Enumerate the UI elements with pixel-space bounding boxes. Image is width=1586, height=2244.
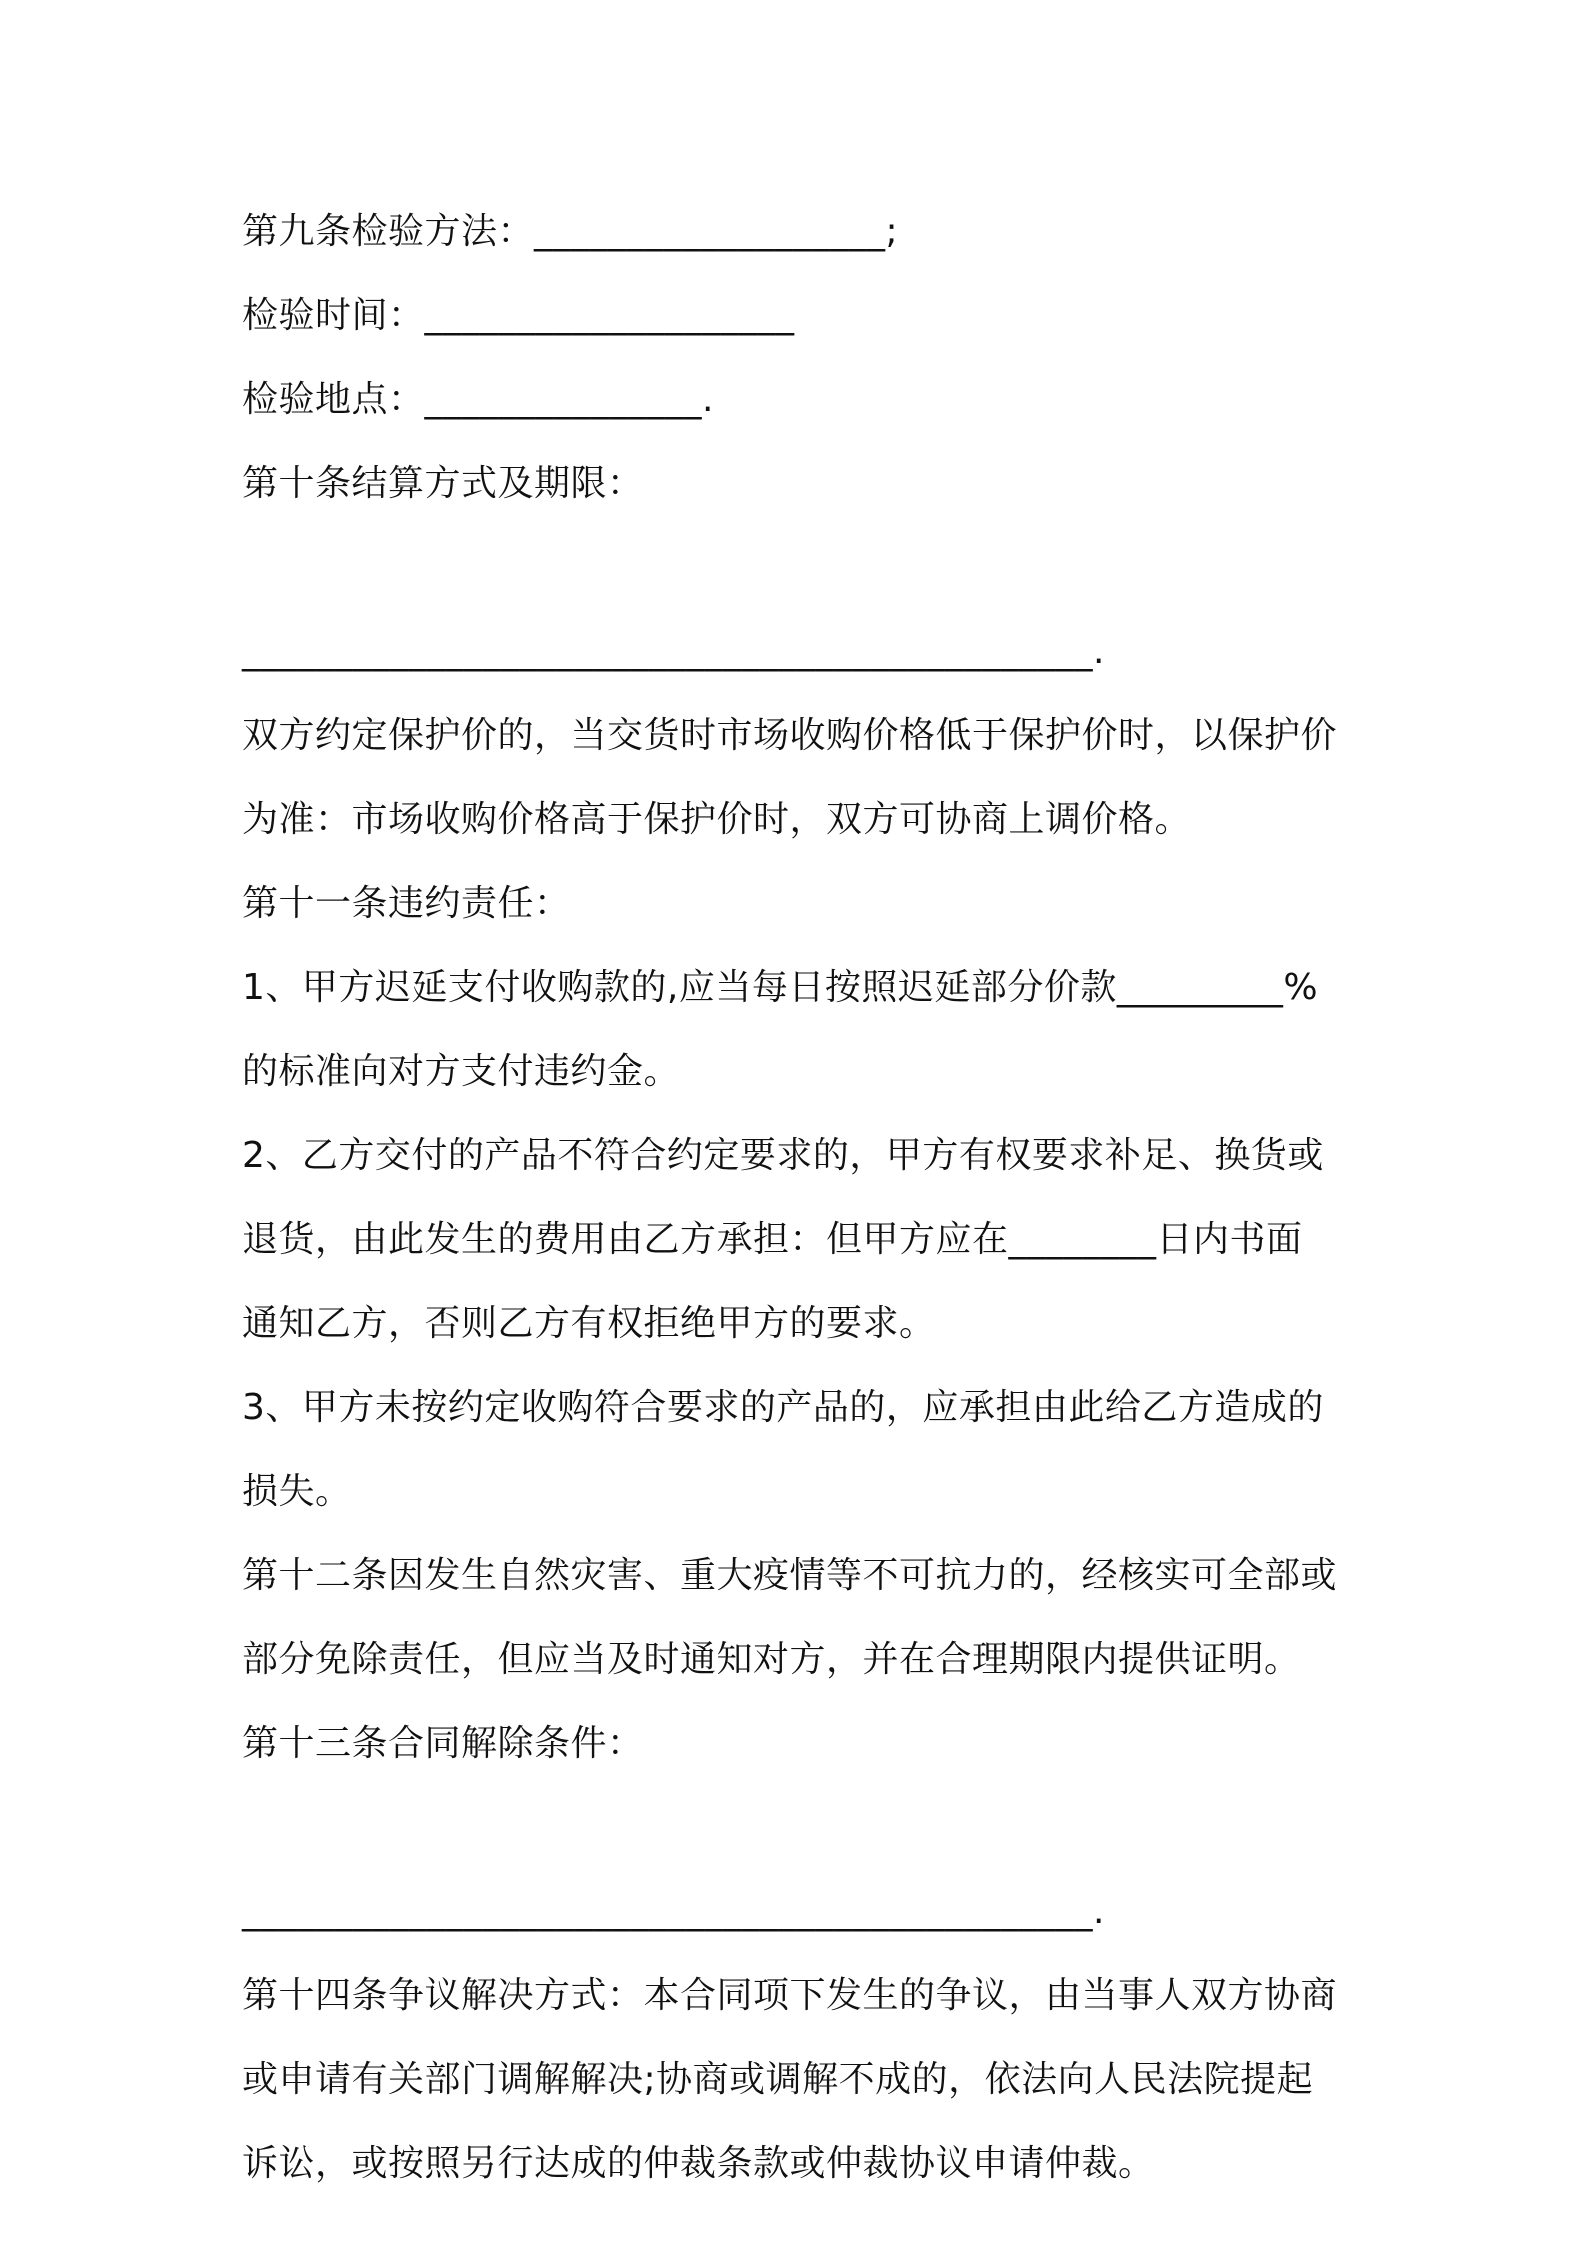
article-10-settlement-heading: 第十条结算方式及期限： (242, 463, 644, 504)
liability-item-1-line-2: 的标准向对方支付违约金。 (242, 1051, 681, 1092)
inspection-location: 检验地点：_______________. (242, 379, 714, 420)
liability-item-3-line-1: 3、甲方未按约定收购符合要求的产品的，应承担由此给乙方造成的 (242, 1387, 1324, 1428)
article-14-dispute-line-1: 第十四条争议解决方式：本合同项下发生的争议，由当事人双方协商 (242, 1975, 1338, 2016)
article-9-inspection-method: 第九条检验方法：___________________; (242, 211, 899, 252)
liability-item-3-line-2: 损失。 (242, 1471, 352, 1512)
article-13-termination-heading: 第十三条合同解除条件： (242, 1723, 644, 1764)
blank-line (242, 526, 1362, 610)
article-14-dispute-line-2: 或申请有关部门调解解决;协商或调解不成的，依法向人民法院提起 (242, 2059, 1314, 2100)
liability-item-1-line-1: 1、甲方迟延支付收购款的,应当每日按照迟延部分价款_________% (242, 967, 1319, 1008)
article-12-force-majeure-line-1: 第十二条因发生自然灾害、重大疫情等不可抗力的，经核实可全部或 (242, 1555, 1338, 1596)
article-11-liability-heading: 第十一条违约责任： (242, 883, 571, 924)
protection-price-paragraph-line-1: 双方约定保护价的，当交货时市场收购价格低于保护价时，以保护价 (242, 715, 1338, 756)
settlement-fill-line: ______________________________________________. (242, 631, 1105, 672)
liability-item-2-line-3: 通知乙方，否则乙方有权拒绝甲方的要求。 (242, 1303, 936, 1344)
article-12-force-majeure-line-2: 部分免除责任，但应当及时通知对方，并在合理期限内提供证明。 (242, 1639, 1301, 1680)
article-14-dispute-line-3: 诉讼，或按照另行达成的仲裁条款或仲裁协议申请仲裁。 (242, 2143, 1155, 2184)
liability-item-2-line-2: 退货，由此发生的费用由乙方承担：但甲方应在________日内书面 (242, 1219, 1303, 1260)
blank-line (242, 1786, 1362, 1870)
contract-body (242, 190, 1362, 2206)
liability-item-2-line-1: 2、乙方交付的产品不符合约定要求的，甲方有权要求补足、换货或 (242, 1135, 1324, 1176)
inspection-time: 检验时间：____________________ (242, 295, 795, 336)
termination-fill-line: ______________________________________________. (242, 1891, 1105, 1932)
protection-price-paragraph-line-2: 为准：市场收购价格高于保护价时，双方可协商上调价格。 (242, 799, 1192, 840)
